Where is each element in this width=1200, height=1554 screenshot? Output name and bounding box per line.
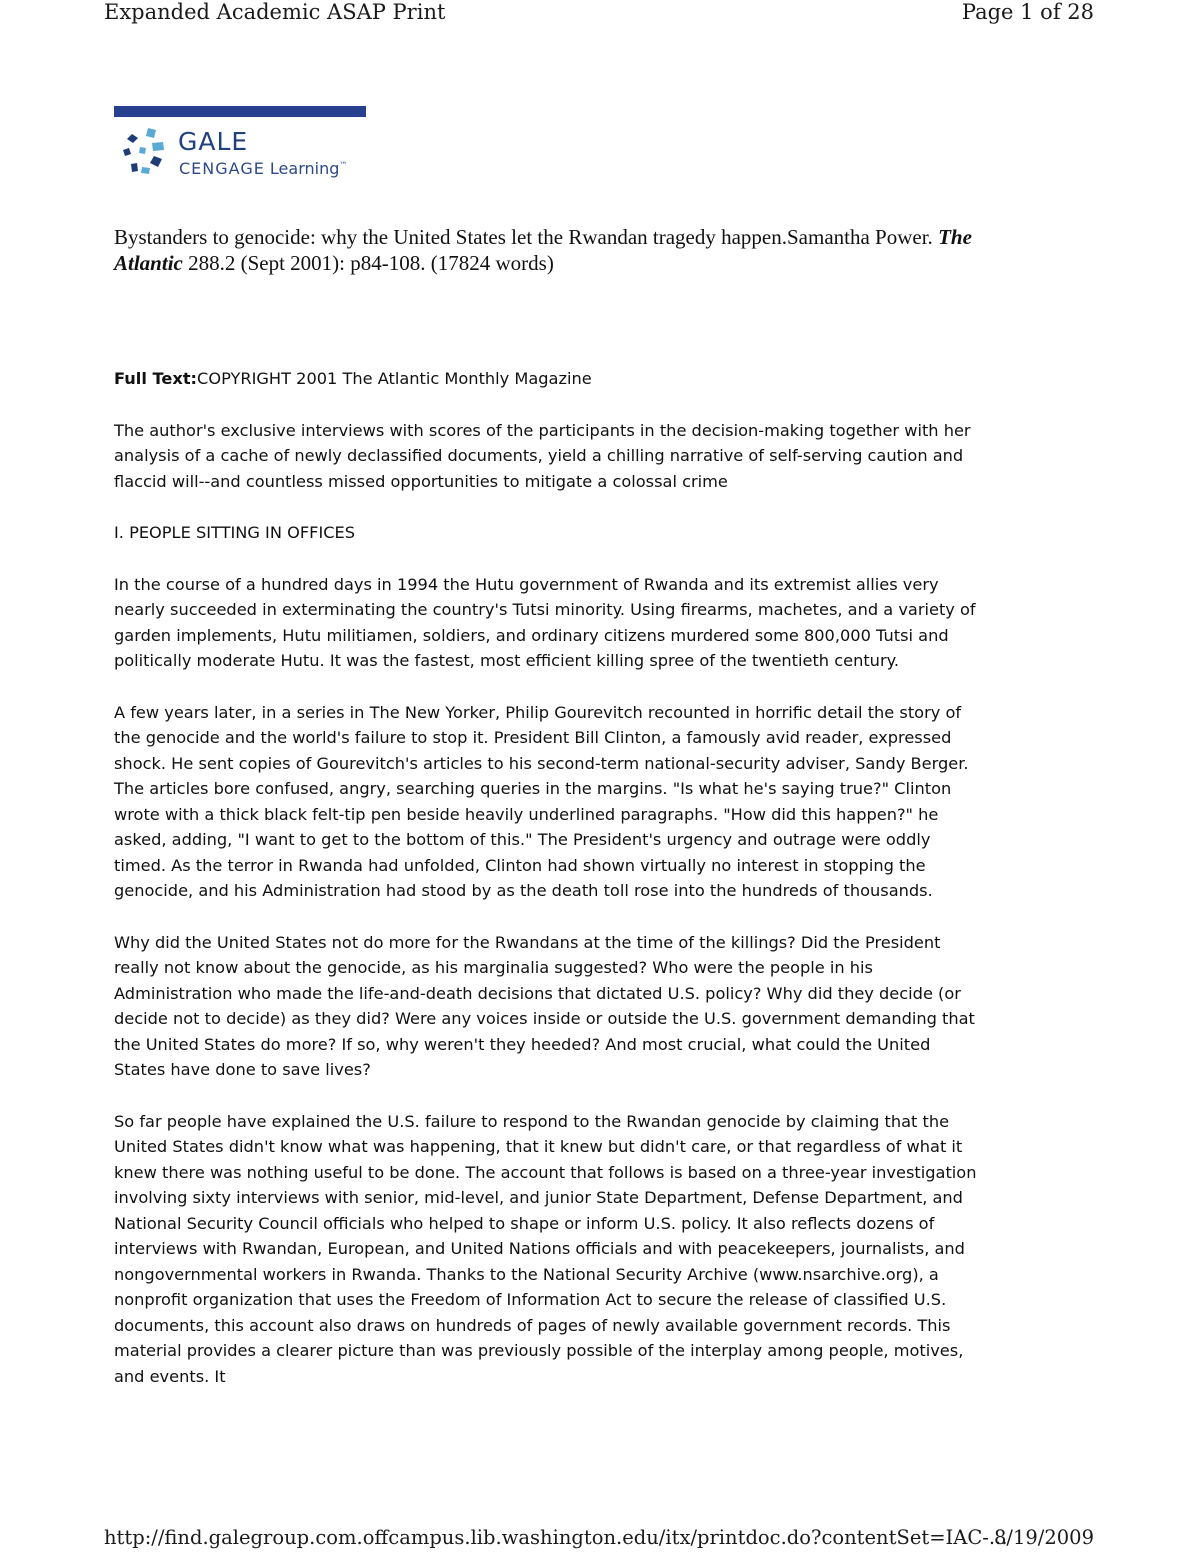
page-indicator: Page 1 of 28 xyxy=(961,0,1094,24)
section-heading: I. PEOPLE SITTING IN OFFICES xyxy=(114,523,356,542)
paragraph: A few years later, in a series in The New Yorker, Philip Gourevitch recounted in horrific detail the story of the genocide and the world's failure to stop it. President Bill Clinton, a famously avid reader, expressed shock. He sent copies of Gourevitch's articles to his second-term national-security adviser, Sandy Berger. The articles bore confused, angry, searching queries in the margins. "Is what he's saying true?" Clinton wrote with a thick black felt-tip pen beside heavily underlined paragraphs. "How did this happen?" he asked, adding, "I want to get to the bottom of this." The President's urgency and outrage were oddly timed. As the terror in Rwanda had unfolded, Clinton had shown virtually no interest in stopping the genocide, and his Administration had stood by as the death toll rose into the hundreds of thousands. xyxy=(114,702,969,900)
gale-cengage-logo xyxy=(118,126,378,184)
logo-trademark: ™ xyxy=(339,160,348,170)
print-footer xyxy=(104,1526,1094,1554)
paragraph: Why did the United States not do more for the Rwandans at the time of the killings? Did the President really not know about the genocide, as his marginalia suggested? Who were the people in his Administration who made the life-and-death decisions that dictated U.S. policy? Why did they decide (or decide not to decide) as they did? Were any voices inside or outside the U.S. government demanding that the United States do more? If so, why weren't they heeded? And most crucial, what could the United States have done to save lives? xyxy=(114,932,975,1079)
logo-brand: GALE xyxy=(178,127,249,156)
paragraph: In the course of a hundred days in 1994 the Hutu government of Rwanda and its extremist allies very nearly succeeded in exterminating the country's Tutsi minority. Using firearms, machetes, and a variety of garden implements, Hutu militiamen, soldiers, and ordinary citizens murdered some 800,000 Tutsi and politically moderate Hutu. It was the fastest, most efficient killing spree of the twentieth century. xyxy=(114,574,976,670)
full-text-line xyxy=(114,366,984,392)
print-header-title: Expanded Academic ASAP Print xyxy=(104,0,446,24)
copyright-notice: COPYRIGHT 2001 The Atlantic Monthly Magazine xyxy=(197,369,592,388)
citation-details: 288.2 (Sept 2001): p84-108. (17824 words) xyxy=(188,251,554,275)
logo-bar xyxy=(114,106,366,117)
paragraph: So far people have explained the U.S. failure to respond to the Rwandan genocide by claiming that the United States didn't know what was happening, that it knew but didn't care, or that regardless of what it knew there was nothing useful to be done. The account that follows is based on a three-year investigation involving sixty interviews with senior, mid-level, and junior State Department, Defense Department, and National Security Council officials who helped to shape or inform U.S. policy. It also reflects dozens of interviews with Rwandan, European, and United Nations officials and with peacekeepers, journalists, and nongovernmental workers in Rwanda. Thanks to the National Security Archive (www.nsarchive.org), a nonprofit organization that uses the Freedom of Information Act to secure the release of classified U.S. documents, this account also draws on hundreds of pages of newly available government records. This material provides a clearer picture than was previously possible of the interplay among people, motives, and events. It xyxy=(114,1111,977,1386)
full-text-label: Full Text: xyxy=(114,369,198,388)
article-body xyxy=(114,366,984,1415)
article-title: Bystanders to genocide: why the United States let the Rwandan tragedy happen. xyxy=(114,225,787,249)
article-citation xyxy=(114,224,994,276)
logo-sub-brand-prefix: CENGAGE xyxy=(179,159,265,178)
article-summary: The author's exclusive interviews with scores of the participants in the decision-making together with her analysis of a cache of newly declassified documents, yield a chilling narrative of self-serving caution and flaccid will--and countless missed opportunities to mitigate a colossal crime xyxy=(114,420,971,491)
article-author: Samantha Power. xyxy=(787,225,933,249)
journal-name: The Atlantic xyxy=(114,225,972,275)
gale-logo-mark-icon xyxy=(118,126,174,178)
footer-url: http://find.galegroup.com.offcampus.lib.washington.edu/itx/printdoc.do?contentSet=IAC-... xyxy=(104,1526,1008,1549)
footer-date: 8/19/2009 xyxy=(994,1526,1094,1549)
logo-sub-brand-suffix: Learning xyxy=(269,159,340,178)
logo-sub-brand xyxy=(179,159,347,178)
print-header xyxy=(104,0,1094,30)
